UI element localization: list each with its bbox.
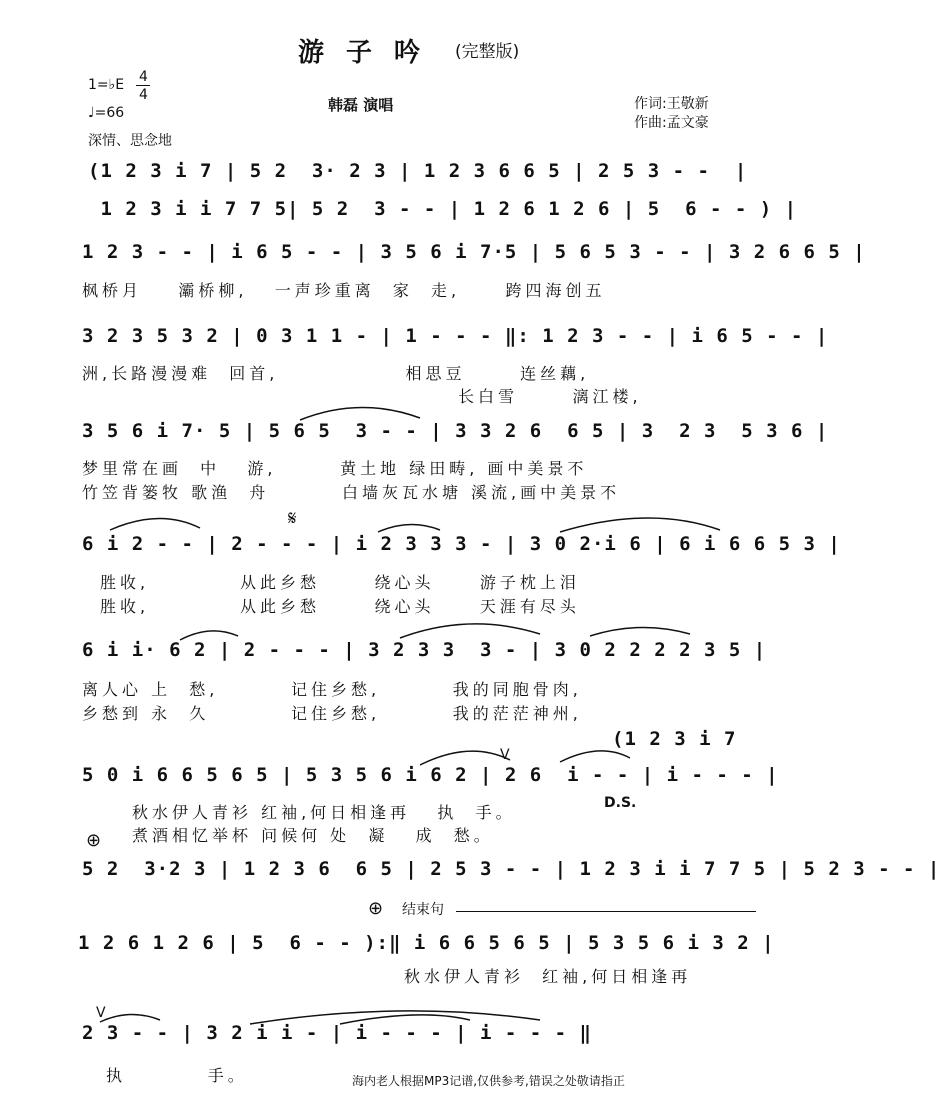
score-row-7: 6 i i· 6 2 | 2 - - - | 3 2 3 3 3 - | 3 0 2 2 2 2 3 5 |: [82, 639, 767, 661]
composer-credit: 作曲:孟文豪: [634, 115, 709, 131]
breath-mark: V: [500, 747, 510, 763]
transcription-note: 海内老人根据MP3记谱,仅供参考,错误之处敬请指正: [352, 1074, 625, 1088]
score-row-4: 3 2 3 5 3 2 | 0 3 1 1 - | 1 - - - ‖: 1 2 3 - - | i 6 5 - - |: [82, 325, 829, 347]
lyric-row-5-verse-1: 梦里常在画 中 游, 黄土地 绿田畴, 画中美景不: [82, 459, 588, 478]
breath-mark-final: V: [96, 1005, 106, 1021]
score-row-10: 1 2 6 1 2 6 | 5 6 - - ):‖ i 6 6 5 6 5 | 5 3 5 6 i 3 2 |: [78, 932, 775, 954]
score-row-11: 2 3 - - | 3 2 i i - | i - - - | i - - - ‖: [82, 1022, 592, 1044]
lyric-row-5-verse-2: 竹笠背篓牧 歌渔 舟 白墙灰瓦水塘 溪流,画中美景不: [82, 483, 621, 502]
score-row-9: 5 2 3·2 3 | 1 2 3 6 6 5 | 2 5 3 - - | 1 2 3 i i 7 7 5 | 5 2 3 - - |: [82, 858, 940, 880]
ending-label: 结束句: [402, 902, 444, 918]
lyric-row-4-verse-1: 洲,长路漫漫难 回首, 相思豆 连丝藕,: [82, 364, 590, 383]
singer-credit: 韩磊 演唱: [328, 96, 394, 114]
time-signature-bottom: 4: [139, 87, 148, 103]
lyric-row-7-verse-2: 乡愁到 永 久 记住乡愁, 我的茫茫神州,: [82, 704, 582, 723]
coda-sign: ⊕: [86, 830, 102, 851]
song-title: 游子吟: [298, 38, 443, 68]
intro-bracket: (1 2 3 i 7: [612, 728, 737, 750]
segno-sign: 𝄋: [288, 506, 297, 530]
lyric-row-3: 枫桥月 灞桥柳, 一声珍重离 家 走, 跨四海创五: [82, 281, 606, 300]
lyric-row-7-verse-1: 离人心 上 愁, 记住乡愁, 我的同胞骨肉,: [82, 680, 582, 699]
score-row-1: (1 2 3 i 7 | 5 2 3· 2 3 | 1 2 3 6 6 5 | 2 5 3 - - |: [88, 160, 748, 182]
lyric-row-6-verse-1: 胜收, 从此乡愁 绕心头 游子枕上泪: [100, 573, 580, 592]
score-row-3: 1 2 3 - - | i 6 5 - - | 3 5 6 i 7·5 | 5 6 5 3 - - | 3 2 6 6 5 |: [82, 241, 866, 263]
lyric-row-10: 秋水伊人青衫 红袖,何日相逢再: [404, 967, 692, 986]
lyric-row-6-verse-2: 胜收, 从此乡愁 绕心头 天涯有尽头: [100, 597, 580, 616]
version-label: (完整版): [455, 42, 520, 62]
score-row-2: 1 2 3 i i 7 7 5| 5 2 3 - - | 1 2 6 1 2 6 | 5 6 - - ) |: [88, 198, 798, 220]
score-row-5: 3 5 6 i 7· 5 | 5 6 5 3 - - | 3 3 2 6 6 5 | 3 2 3 5 3 6 |: [82, 420, 829, 442]
key-signature: 1=♭E: [88, 77, 125, 93]
dal-segno-marking: D.S.: [604, 795, 637, 811]
coda-sign-ending: ⊕: [368, 898, 384, 919]
score-row-6: 6 i 2 - - | 2 - - - | i 2 3 3 3 - | 3 0 2·i 6 | 6 i 6 6 5 3 |: [82, 533, 841, 555]
lyric-row-8-verse-1: 秋水伊人青衫 红袖,何日相逢再 执 手。: [132, 803, 516, 822]
lyric-row-11: 执 手。: [106, 1066, 248, 1085]
time-signature-top: 4: [139, 69, 148, 85]
expression-marking: 深情、思念地: [88, 133, 172, 149]
lyric-row-8-verse-2: 煮酒相忆举杯 问候何 处 凝 成 愁。: [132, 826, 494, 845]
tempo-marking: ♩=66: [88, 105, 125, 121]
lyricist-credit: 作词:王敬新: [634, 96, 709, 112]
score-row-8: 5 0 i 6 6 5 6 5 | 5 3 5 6 i 6 2 | 2 6 i - - | i - - - |: [82, 764, 779, 786]
lyric-row-4-verse-2: 长白雪 漓江楼,: [458, 387, 642, 406]
